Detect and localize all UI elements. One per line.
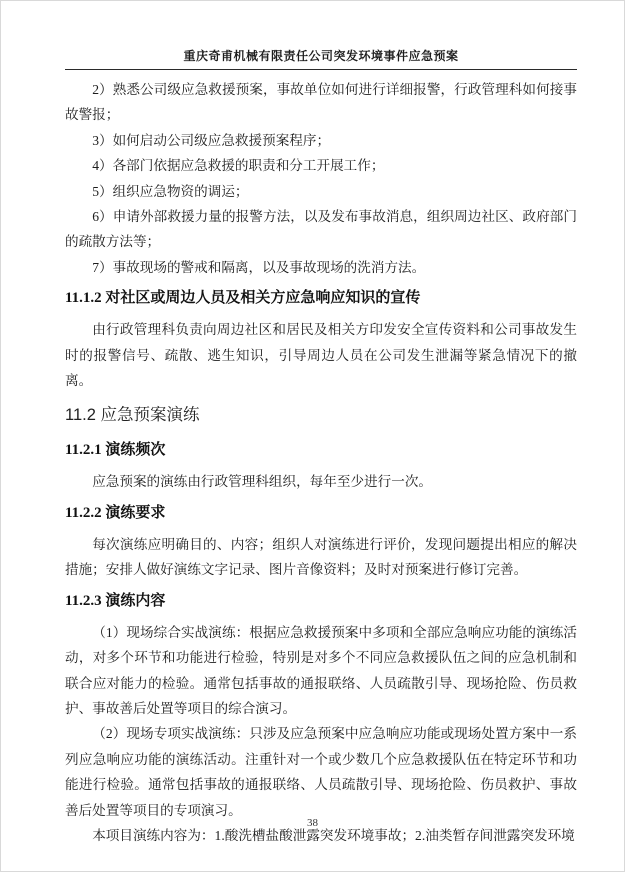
paragraph-drill-requirements: 每次演练应明确目的、内容；组织人对演练进行评价，发现问题提出相应的解决措施；安排人做好演练文字记录、图片音像资料；及时对预案进行修订完善。 xyxy=(65,536,577,578)
page-number: 38 xyxy=(307,817,318,829)
paragraph-comprehensive-drill: （1）现场综合实战演练：根据应急救援预案中多项和全部应急响应功能的演练活动，对多个环节和功能进行检验，特别是对多个不同应急救援队伍之间的应急机制和联合应对能力的检验。通常包括事故的通报联络、人员疏散引导、现场抢险、伤员救护、事故善后处置等项目的综合演习。 xyxy=(65,624,577,716)
paragraph-drill-frequency: 应急预案的演练由行政管理科组织，每年至少进行一次。 xyxy=(92,474,433,490)
paragraph-special-drill: （2）现场专项实战演练：只涉及应急预案中应急响应功能或现场处置方案中一系列应急响应功能的演练活动。注重针对一个或少数几个应急救援队伍在特定环节和功能进行检验。通常包括事故的通报联络、人员疏散引导、现场抢险、伤员救护、事故善后处置等项目的专项演习。 xyxy=(65,726,577,818)
paragraph-item-5: 5）组织应急物资的调运； xyxy=(92,183,249,199)
paragraph-item-3: 3）如何启动公司级应急救援预案程序； xyxy=(92,132,331,148)
paragraph-item-2: 2）熟悉公司级应急救援预案，事故单位如何进行详细报警，行政管理科如何接事故警报； xyxy=(65,82,577,123)
paragraph-item-7: 7）事故现场的警戒和隔离，以及事故现场的洗消方法。 xyxy=(92,259,426,275)
page-header-title: 重庆奇甫机械有限责任公司突发环境事件应急预案 xyxy=(65,47,577,70)
paragraph-item-4: 4）各部门依据应急救援的职责和分工开展工作； xyxy=(92,158,385,174)
document-body xyxy=(65,77,577,848)
paragraph-item-6: 6）申请外部救援力量的报警方法，以及发布事故消息，组织周边社区、政府部门的疏散方法等； xyxy=(65,209,577,250)
section-heading-11-2-2: 11.2.2 演练要求 xyxy=(65,504,166,521)
section-heading-11-2-3: 11.2.3 演练内容 xyxy=(65,592,166,609)
section-heading-11-1-2: 11.1.2 对社区或周边人员及相关方应急响应知识的宣传 xyxy=(65,290,421,307)
paragraph-project-drill-content: 本项目演练内容为：1.酸洗槽盐酸泄露突发环境事故；2.油类暂存间泄露突发环境 xyxy=(92,827,575,843)
section-heading-11-2-1: 11.2.1 演练频次 xyxy=(65,442,166,459)
paragraph-community-publicity: 由行政管理科负责向周边社区和居民及相关方印发安全宣传资料和公司事故发生时的报警信号、疏散、逃生知识，引导周边人员在公司发生泄漏等紧急情况下的撤离。 xyxy=(65,322,577,389)
section-heading-11-2: 11.2 应急预案演练 xyxy=(65,406,200,425)
